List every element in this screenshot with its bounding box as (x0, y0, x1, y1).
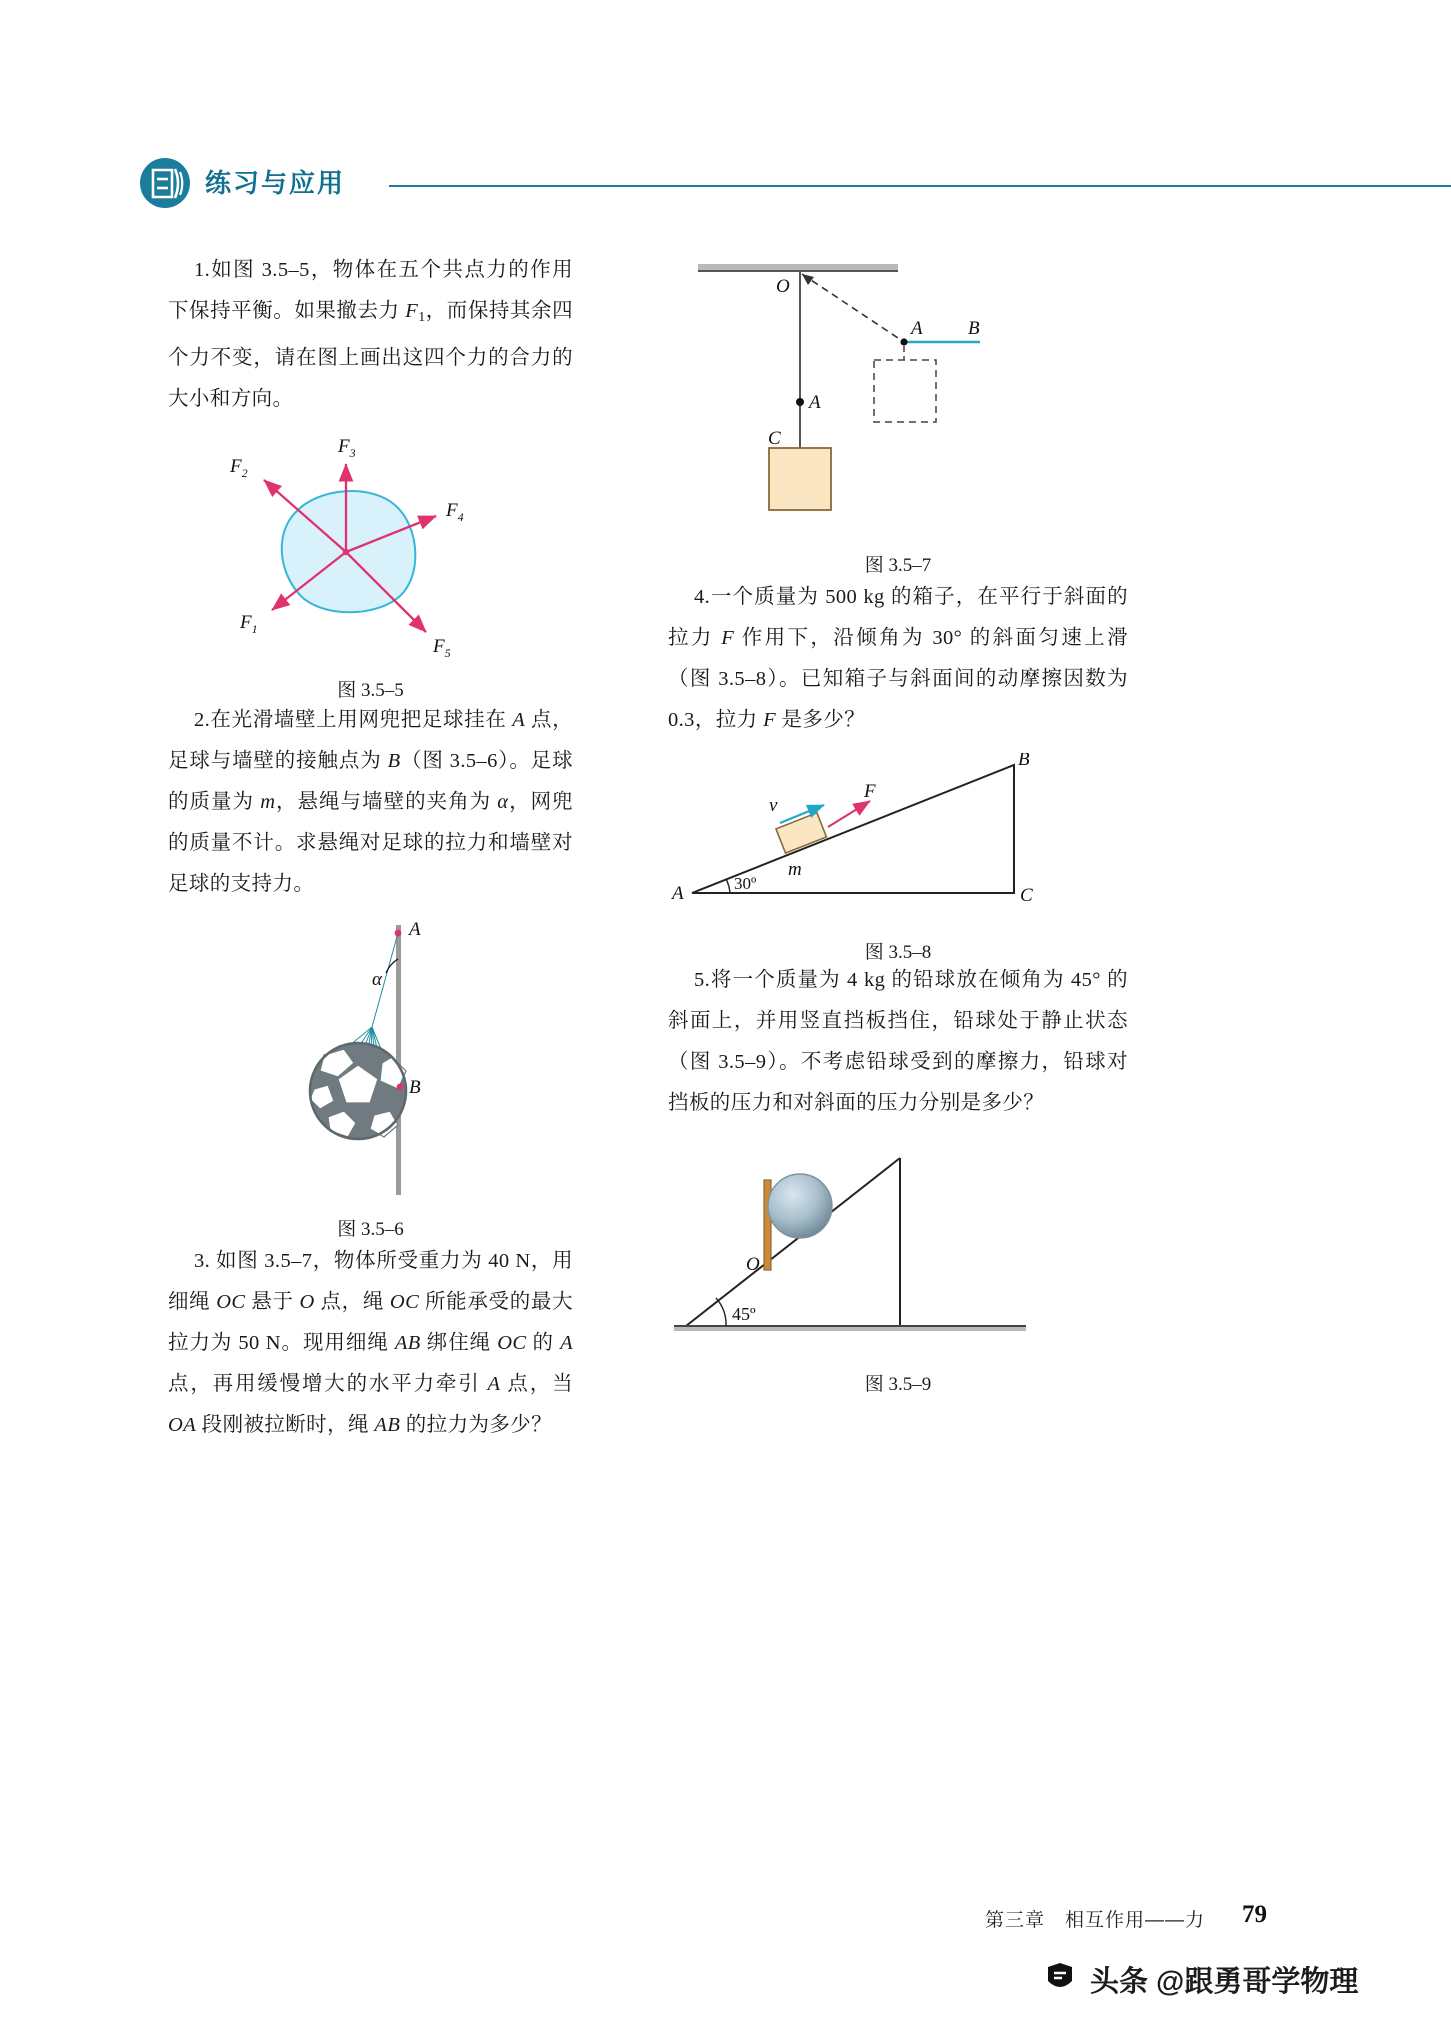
page-number: 79 (1242, 1901, 1267, 1928)
watermark (1040, 1955, 1440, 2001)
question-2-number: 2. (194, 708, 211, 731)
question-5-text: 将一个质量为 4 kg 的铅球放在倾角为 45° 的斜面上，并用竖直挡板挡住，铅球处于静止状态（图 3.5–9）。不考虑铅球受到的摩擦力，铅球对挡板的压力和对斜面的压力分别是多少？ (668, 969, 1128, 1114)
figure-3-5-7-caption: 图 3.5–7 (864, 555, 932, 576)
figure-3-5-9-caption: 图 3.5–9 (864, 1374, 932, 1395)
question-5-number: 5. (694, 969, 711, 991)
point-A (395, 929, 402, 936)
soccer-ball (310, 1043, 406, 1139)
label-A: A (409, 918, 421, 940)
label-B: B (409, 1076, 421, 1098)
label-F2: $F_2$ (230, 455, 248, 480)
label-C: C (768, 428, 781, 449)
label-F: F (864, 781, 876, 802)
question-2-text: 在光滑墙壁上用网兜把足球挂在 A 点，足球与墙壁的接触点为 B（图 3.5–6）。足球的质量为 m，悬绳与墙壁的夹角为 α，网兜的质量不计。求悬绳对足球的拉力和墙壁对足球的支持力。 (168, 708, 574, 895)
question-1 (168, 250, 573, 420)
label-O: O (776, 276, 790, 297)
label-45deg: 45º (732, 1304, 756, 1324)
question-3-text: 如图 3.5–7，物体所受重力为 40 N，用细绳 OC 悬于 O 点，绳 OC 所能承受的最大拉力为 50 N。现用细绳 AB 绑住绳 OC 的 A 点，再用缓慢增大的水平力牵引 A 点，当 OA 段刚被拉断时，绳 AB 的拉力为多少？ (168, 1249, 573, 1436)
question-4-text: 一个质量为 500 kg 的箱子，在平行于斜面的拉力 F 作用下，沿倾角为 30° 的斜面匀速上滑（图 3.5–8）。已知箱子与斜面间的动摩擦因数为 0.3，拉力 F 是多少？ (668, 586, 1128, 731)
label-F3: $F_3$ (338, 435, 356, 460)
question-1-text: 如图 3.5–5，物体在五个共点力的作用下保持平衡。如果撤去力 $F_1$，而保持其余四个力不变，请在图上画出这四个力的合力的大小和方向。 (168, 259, 573, 410)
label-F5: $F_5$ (433, 635, 451, 660)
question-4 (668, 577, 1128, 741)
figure-3-5-7 (668, 250, 1128, 576)
question-5 (668, 960, 1128, 1124)
label-v: v (769, 795, 778, 816)
book-icon (139, 157, 191, 209)
label-B: B (1018, 753, 1030, 770)
label-m: m (788, 859, 802, 880)
watermark-text: 头条 @跟勇哥学物理 (1090, 1966, 1359, 1998)
figure-3-5-6-caption: 图 3.5–6 (337, 1218, 404, 1240)
chapter-label: 第三章 相互作用——力 (985, 1910, 1206, 1931)
label-B: B (968, 318, 980, 339)
label-30deg: 30º (734, 874, 757, 893)
label-C: C (1020, 885, 1033, 906)
point-B (397, 1083, 404, 1090)
figure-3-5-8 (668, 753, 1128, 963)
section-header (139, 155, 1319, 215)
headline-icon (1040, 1957, 1080, 1997)
figure-3-5-5-caption: 图 3.5–5 (337, 679, 404, 701)
right-column (668, 250, 1128, 1395)
label-F1: $F_1$ (240, 611, 258, 636)
label-alpha: α (372, 968, 382, 990)
question-3-number: 3. (194, 1249, 211, 1272)
question-3 (168, 1241, 573, 1446)
section-title: 练习与应用 (205, 168, 346, 198)
question-2 (168, 700, 573, 905)
question-1-number: 1. (194, 259, 211, 281)
left-column (168, 250, 573, 1446)
label-A: A (672, 883, 684, 904)
figure-3-5-8-caption: 图 3.5–8 (864, 942, 932, 963)
question-4-number: 4. (694, 586, 711, 608)
header-rule (389, 185, 1451, 187)
figure-3-5-5 (168, 424, 573, 701)
label-A-tip: A (911, 318, 923, 339)
label-A-rope: A (809, 392, 821, 413)
label-F4: $F_4$ (446, 499, 464, 524)
label-O: O (746, 1254, 760, 1275)
figure-3-5-9 (668, 1138, 1128, 1395)
figure-3-5-6 (168, 915, 573, 1240)
